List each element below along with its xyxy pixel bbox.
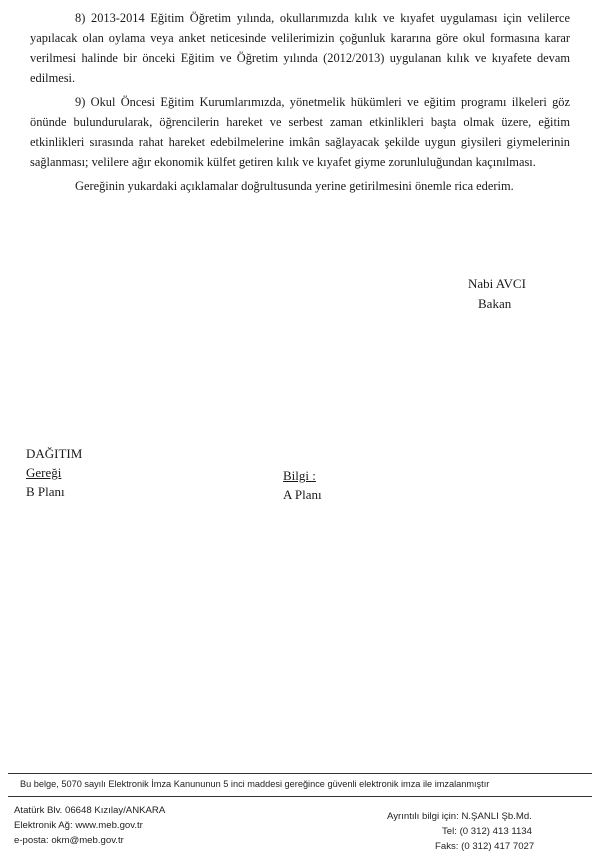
distribution-info-value: A Planı: [283, 487, 322, 502]
footer-tel: Tel: (0 312) 413 1134: [442, 826, 532, 837]
signature-name: Nabi AVCI: [468, 276, 526, 291]
footer-contact: Ayrıntılı bilgi için: N.ŞANLI Şb.Md.: [387, 811, 532, 822]
footer-top-rule: [8, 773, 592, 774]
footer-bottom-rule: [8, 796, 592, 797]
distribution-action-label: Gereği: [26, 465, 62, 480]
footer-email: e-posta: okm@meb.gov.tr: [14, 835, 124, 846]
distribution-action-value: B Planı: [26, 484, 65, 499]
esign-notice: Bu belge, 5070 sayılı Elektronik İmza Kanununun 5 inci maddesi gereğince güvenli elektronik imza ile imzalanmıştır: [20, 779, 490, 789]
paragraph-9: 9) Okul Öncesi Eğitim Kurumlarımızda, yönetmelik hükümleri ve eğitim programı ilkeleri göz önünde bulundurularak, öğrencilerin hareket ve serbest zaman etkinlikleri başta olmak üzere, eğitim etkinlikleri sırasında rahat hareket edebilmelerine imkân sağlayacak şekilde uygun giysileri giymelerinin sağlanması; velilere ağır ekonomik külfet getiren kılık ve kıyafet giyme zorunluluğundan kaçınılması.: [30, 95, 570, 169]
distribution-heading: DAĞITIM: [26, 446, 83, 461]
footer-address: Atatürk Blv. 06648 Kızılay/ANKARA: [14, 805, 166, 816]
closing-paragraph: Gereğinin yukardaki açıklamalar doğrultusunda yerine getirilmesini önemle rica ederim.: [75, 179, 514, 193]
paragraph-8: 8) 2013-2014 Eğitim Öğretim yılında, okullarımızda kılık ve kıyafet uygulaması için velilerce yapılacak olan oylama veya anket neticesinde velilerimizin çoğunluk kararına göre okul formasına karar verilmesi halinde bir önceki Eğitim ve Öğretim yılında (2012/2013) uygulanan kılık ve kıyafete devam edilmesi.: [30, 11, 570, 85]
footer-web: Elektronik Ağ: www.meb.gov.tr: [14, 820, 143, 831]
footer-fax: Faks: (0 312) 417 7027: [435, 841, 535, 852]
distribution-info-label: Bilgi :: [283, 468, 316, 483]
signature-title: Bakan: [478, 296, 512, 311]
